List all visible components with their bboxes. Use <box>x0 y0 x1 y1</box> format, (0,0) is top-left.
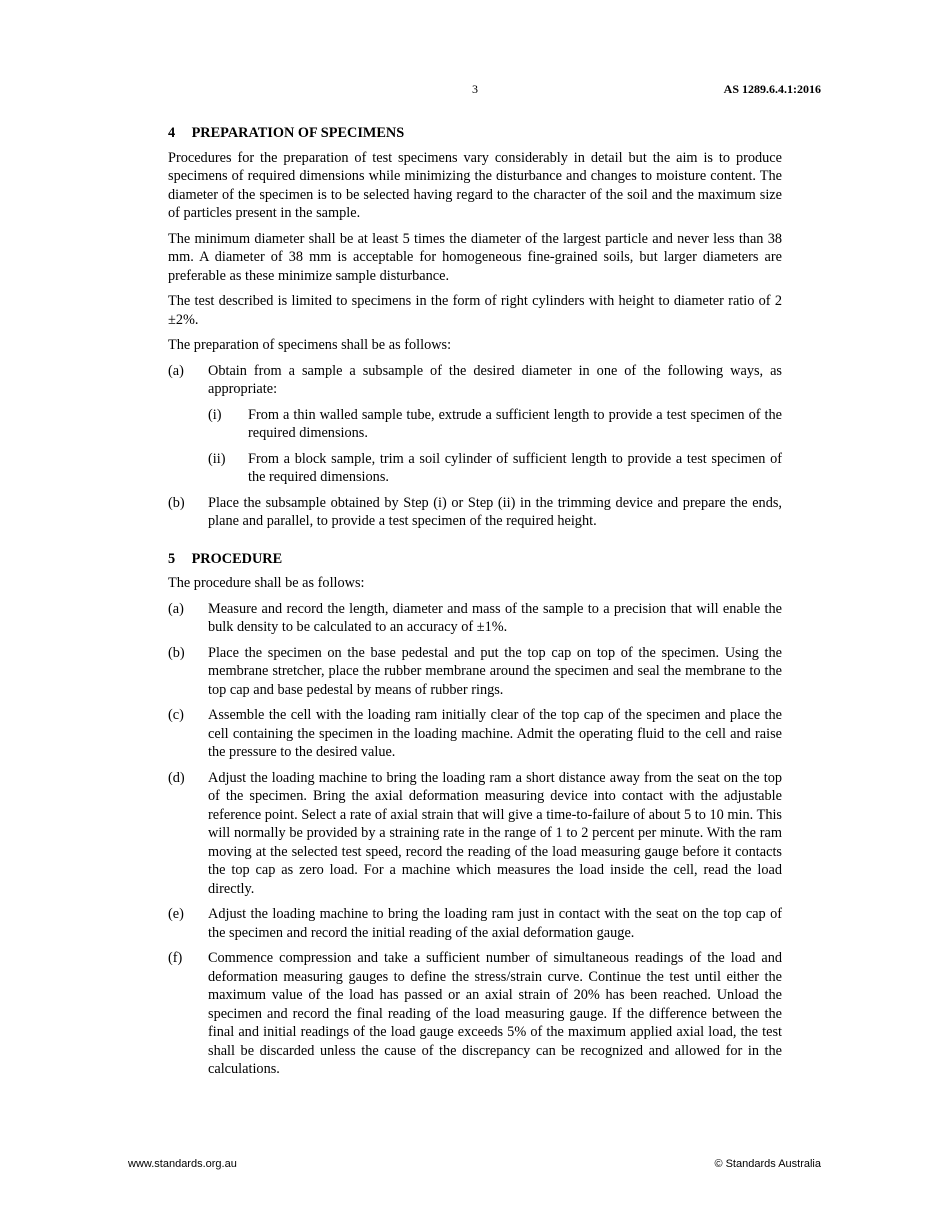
section-title: PROCEDURE <box>191 550 283 567</box>
paragraph: The procedure shall be as follows: <box>168 575 365 591</box>
sub-list-item <box>208 450 782 487</box>
list-item <box>168 600 782 637</box>
list-marker: (b) <box>168 644 185 661</box>
list-item-text: From a thin walled sample tube, extrude a sufficient length to provide a test specimen of the required dimensions. <box>248 406 782 441</box>
sub-list <box>208 406 782 487</box>
list-item <box>168 769 782 899</box>
list-item <box>168 644 782 700</box>
paragraph: Procedures for the preparation of test specimens vary considerably in detail but the aim is to produce specimens of required dimensions while minimizing the disturbance and changes to moisture content. The diameter of the specimen is to be selected having regard to the character of the soil and the maximum size of particles present in the sample. <box>168 149 782 221</box>
page-number: 3 <box>472 82 478 96</box>
list-item-text: Adjust the loading machine to bring the loading ram just in contact with the seat on the top cap of the specimen and record the initial reading of the axial deformation gauge. <box>208 906 782 941</box>
list-item <box>168 949 782 1079</box>
document-id: AS 1289.6.4.1:2016 <box>723 82 821 96</box>
document-body <box>168 124 782 1086</box>
list-item-text: Commence compression and take a sufficient number of simultaneous readings of the load and deformation measuring gauges to define the stress/strain curve. Continue the test until either the maximum value of the load has passed or an axial strain of 20% has been reached. Unload the specimen and record the final reading of the load measuring gauge. If the difference between the final and initial readings of the load gauge exceeds 5% of the maximum applied axial load, the test shall be discarded unless the cause of the discrepancy can be recognized and allowed for in the calculations. <box>208 950 782 1077</box>
list-item <box>168 494 782 531</box>
list-item-text: Place the subsample obtained by Step (i) or Step (ii) in the trimming device and prepare the ends, plane and parallel, to provide a test specimen of the required height. <box>208 494 782 529</box>
section-number: 4 <box>168 125 176 141</box>
list-item-text: Adjust the loading machine to bring the loading ram a short distance away from the seat on the top of the specimen. Bring the axial deformation measuring device into contact with the adjustable reference point. Select a rate of axial strain that will give a time-to-failure of about 5 to 10 min. This will normally be provided by a straining rate in the range of 1 to 2 percent per minute. With the ram moving at the selected test speed, record the reading of the load measuring gauge before it contacts the top cap as zero load. For a machine which measures the load inside the cell, read the load directly. <box>208 769 782 897</box>
sub-list-item <box>208 406 782 443</box>
list-item-text: Measure and record the length, diameter and mass of the sample to a precision that will enable the bulk density to be calculated to an accuracy of ±1%. <box>208 600 782 635</box>
list-marker: (d) <box>168 769 185 786</box>
list-item-text: From a block sample, trim a soil cylinder of sufficient length to provide a test specimen of the required dimensions. <box>248 450 782 485</box>
section-title: PREPARATION OF SPECIMENS <box>191 125 405 141</box>
list-marker: (e) <box>168 906 184 922</box>
paragraph: The test described is limited to specimens in the form of right cylinders with height to diameter ratio of 2 ±2%. <box>168 293 782 328</box>
list-item <box>168 905 782 942</box>
list-marker: (c) <box>168 707 184 723</box>
paragraph: The preparation of specimens shall be as follows: <box>168 337 452 353</box>
list-marker: (f) <box>168 950 183 966</box>
list-item-text: Place the specimen on the base pedestal and put the top cap on top of the specimen. Using the membrane stretcher, place the rubber membrane around the specimen and seal the membrane to the top cap and base pedestal by means of rubber rings. <box>208 644 782 698</box>
list-marker: (a) <box>168 600 184 617</box>
section-5-heading <box>168 550 782 569</box>
section-number: 5 <box>168 550 176 567</box>
footer-website-link[interactable]: www.standards.org.au <box>128 1158 237 1170</box>
list-marker: (b) <box>168 494 185 511</box>
paragraph: The minimum diameter shall be at least 5 times the diameter of the largest particle and never less than 38 mm. A diameter of 38 mm is acceptable for homogeneous fine-grained soils, but larger diameters are preferable as these minimize sample disturbance. <box>168 230 782 284</box>
list-marker: (i) <box>208 406 222 423</box>
list-marker: (a) <box>168 362 184 379</box>
section-4-heading <box>168 124 782 143</box>
list-marker: (ii) <box>208 450 226 467</box>
list-item-text: Assemble the cell with the loading ram initially clear of the top cap of the specimen and place the cell containing the specimen in the loading machine. Admit the operating fluid to the cell and raise the pressure to the desired value. <box>208 707 782 760</box>
list-item <box>168 362 782 487</box>
footer-copyright: © Standards Australia <box>714 1158 821 1170</box>
list-item <box>168 706 782 762</box>
list-item-text: Obtain from a sample a subsample of the desired diameter in one of the following ways, as appropriate: <box>208 362 782 397</box>
